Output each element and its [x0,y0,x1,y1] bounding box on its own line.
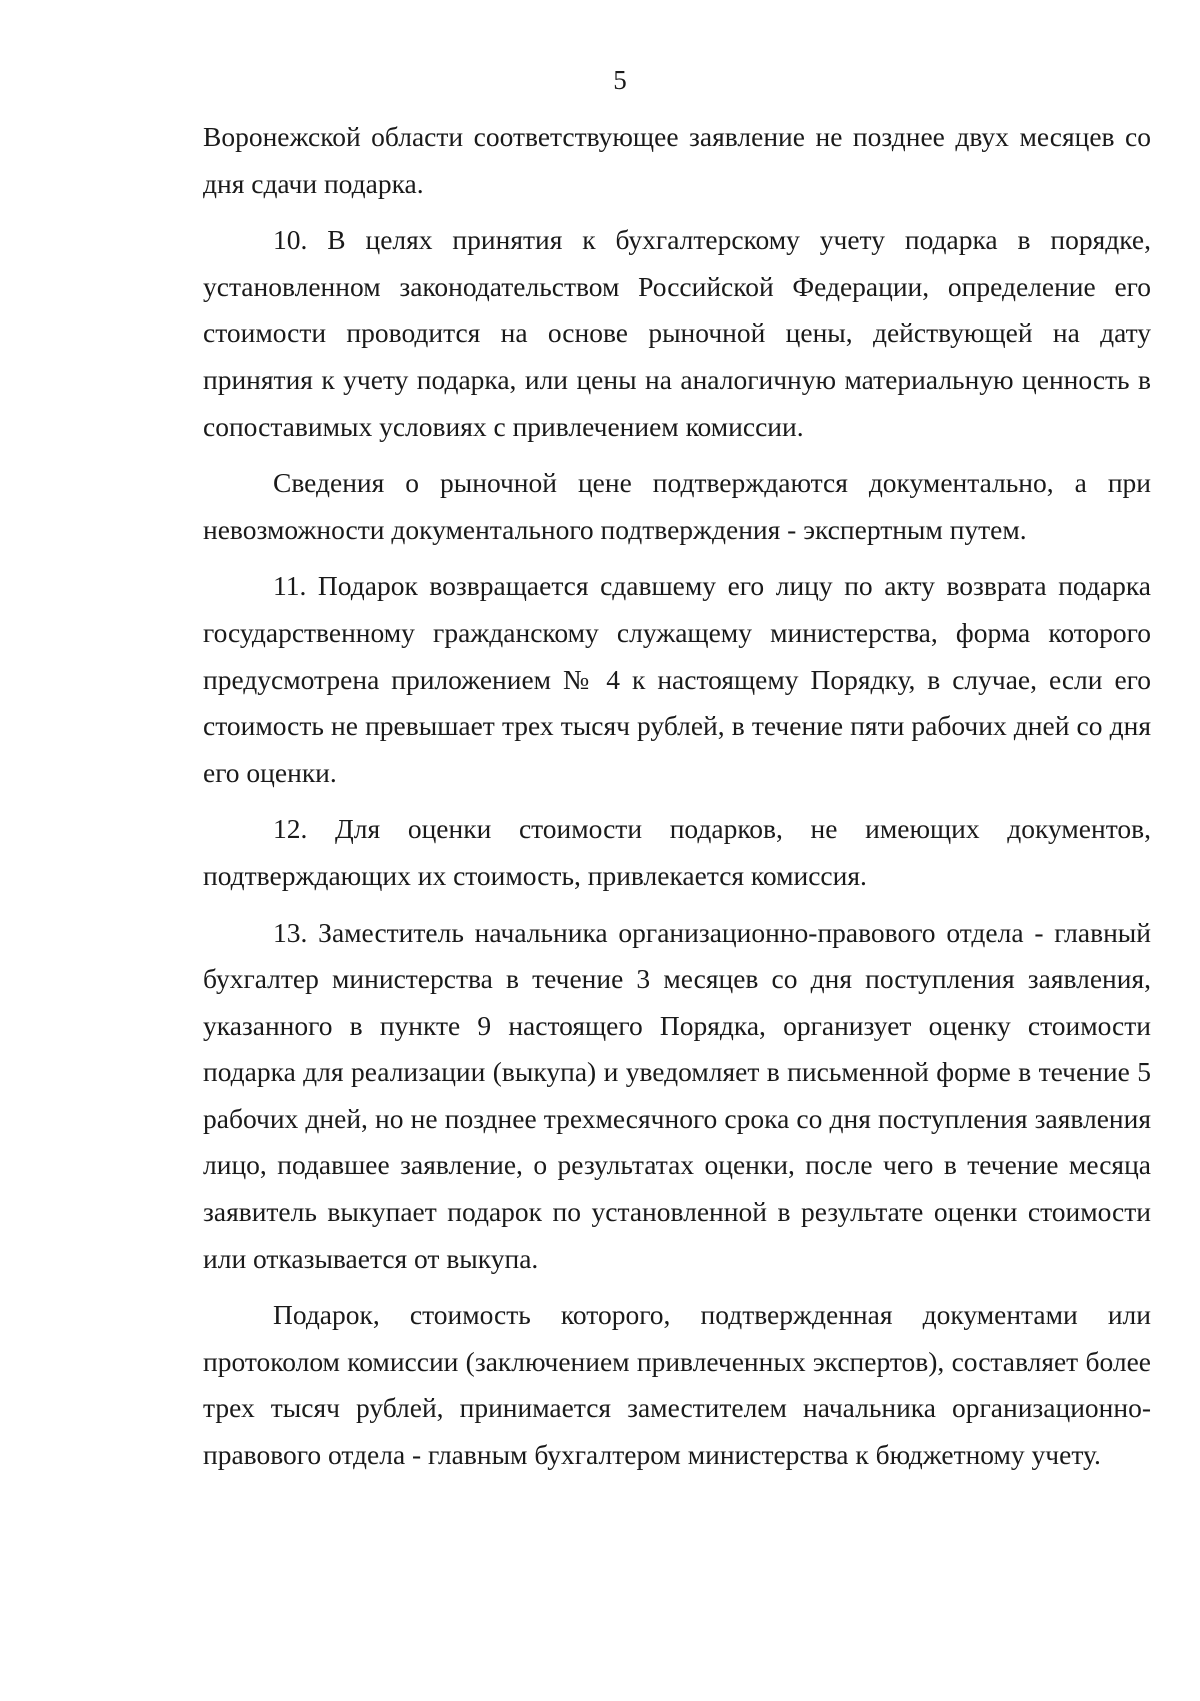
paragraph-continuation: Воронежской области соответствующее заявление не позднее двух месяцев со дня сдачи подарка. [203,121,1151,199]
paragraph-item-11: 11. Подарок возвращается сдавшему его лицу по акту возврата подарка государственному гражданскому служащему министерства, форма которого предусмотрена приложением № 4 к настоящему Порядку, в случае, если его стоимость не превышает трех тысяч рублей, в течение пяти рабочих дней со дня его оценки. [203,570,1151,788]
document-body [203,114,1151,1489]
paragraph-item-12: 12. Для оценки стоимости подарков, не имеющих документов, подтверждающих их стоимость, привлекается комиссия. [203,813,1151,891]
paragraph-item-13: 13. Заместитель начальника организационно-правового отдела - главный бухгалтер министерства в течение 3 месяцев со дня поступления заявления, указанного в пункте 9 настоящего Порядка, организует оценку стоимости подарка для реализации (выкупа) и уведомляет в письменной форме в течение 5 рабочих дней, но не позднее трехмесячного срока со дня поступления заявления лицо, подавшее заявление, о результатах оценки, после чего в течение месяца заявитель выкупает подарок по установленной в результате оценки стоимости или отказывается от выкупа. [203,916,1151,1274]
paragraph-item-10: 10. В целях принятия к бухгалтерскому учету подарка в порядке, установленном законодательством Российской Федерации, определение его стоимости проводится на основе рыночной цены, действующей на дату принятия к учету подарка, или цены на аналогичную материальную ценность в сопоставимых условиях с привлечением комиссии. [203,224,1151,442]
paragraph-gift-accounting: Подарок, стоимость которого, подтвержденная документами или протоколом комиссии (заключением привлеченных экспертов), составляет более трех тысяч рублей, принимается заместителем начальника организационно-правового отдела - главным бухгалтером министерства к бюджетному учету. [203,1299,1151,1471]
page-number: 5 [613,65,627,95]
paragraph-market-price-info: Сведения о рыночной цене подтверждаются документально, а при невозможности документального подтверждения - экспертным путем. [203,467,1151,545]
